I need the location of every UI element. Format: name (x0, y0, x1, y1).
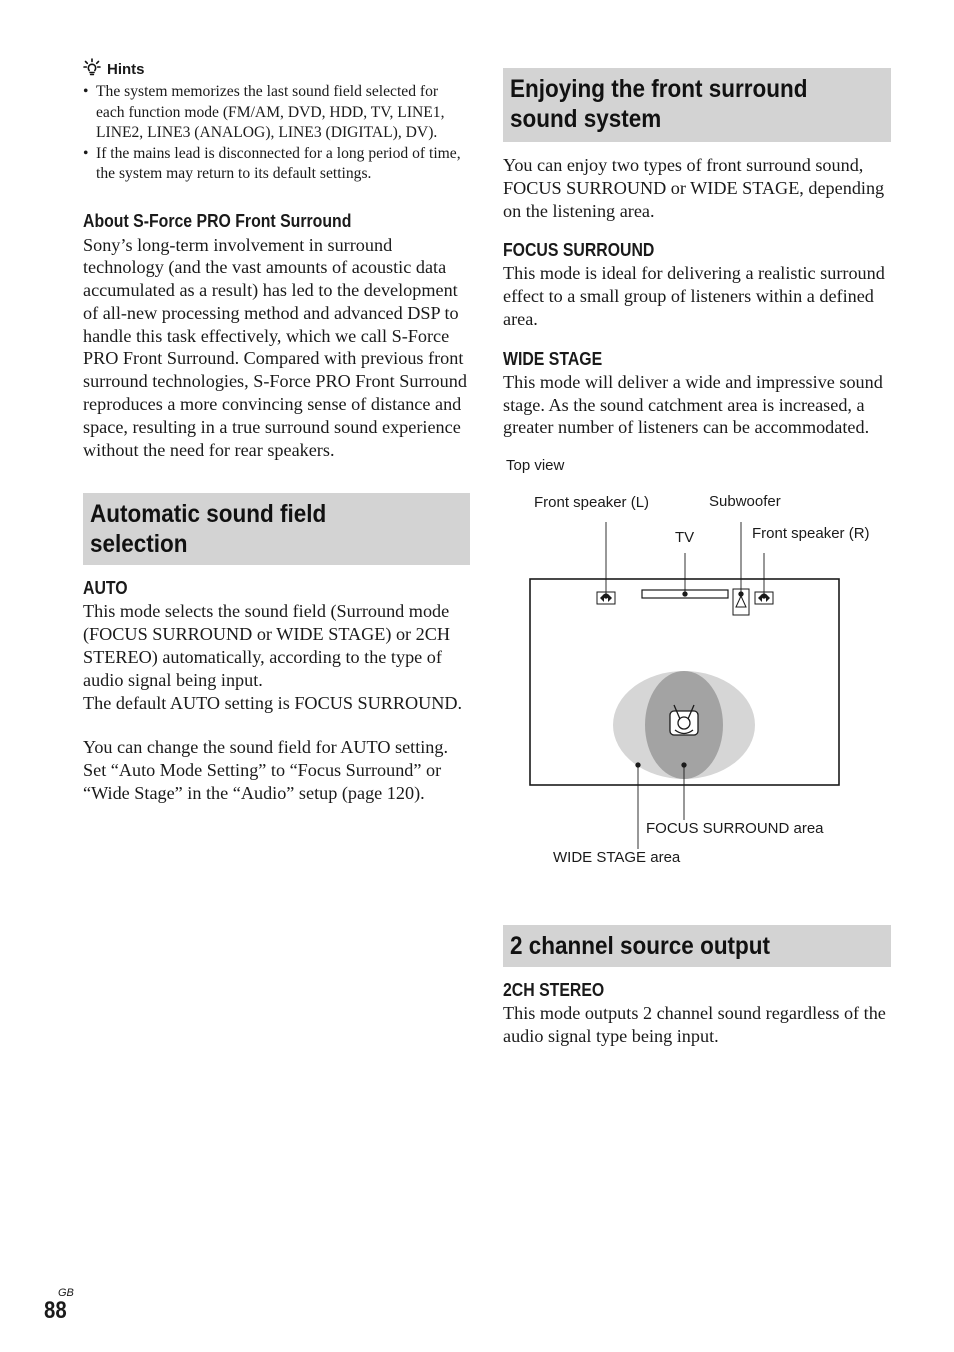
lightbulb-icon (83, 58, 101, 80)
page-number: 88 (44, 1297, 67, 1324)
focus-surround-heading: FOCUS SURROUND (503, 240, 655, 261)
diagram-graphics (503, 455, 891, 875)
auto-subheading: AUTO (83, 578, 128, 599)
wide-stage-area-label: WIDE STAGE area (553, 849, 681, 867)
front-speaker-l-label: Front speaker (L) (534, 494, 650, 512)
auto-para-3: You can change the sound field for AUTO setting. Set “Auto Mode Setting” to “Focus Surround” or “Wide Stage” in the “Audio” setup (page 120). (83, 737, 449, 804)
auto-para-2: The default AUTO setting is FOCUS SURROUND. (83, 692, 463, 713)
sforce-body: Sony’s long-term involvement in surround technology (and the vast amounts of acoustic data accumulated as a result) has led to the development of all-new processing method and advanced DSP to handle this task effectively, which we call S-Force PRO Front Surround. Compared with previous front surround technologies, S-Force PRO Front Surround reproduces a more convincing sense of distance and space, resulting in a true surround sound experience without the need for rear speakers. (83, 234, 467, 460)
focus-surround-area-label: FOCUS SURROUND area (646, 820, 824, 838)
front-surround-intro: You can enjoy two types of front surround sound, FOCUS SURROUND or WIDE STAGE, depending on the listening area. (503, 155, 885, 221)
top-view-diagram (503, 455, 891, 875)
auto-section-title: Automatic sound field selection (83, 493, 470, 565)
wide-stage-body: This mode will deliver a wide and impressive sound stage. As the sound catchment area is increased, a greater number of listeners can be accommodated. (503, 371, 883, 438)
region-code: GB (58, 1287, 74, 1299)
page-footer (44, 1287, 74, 1323)
sforce-heading: About S-Force PRO Front Surround (83, 210, 352, 231)
tv-label: TV (675, 529, 695, 547)
hints-list (83, 82, 470, 185)
hints-label: Hints (107, 60, 145, 78)
front-surround-title: Enjoying the front surround sound system (503, 68, 891, 142)
subwoofer-label: Subwoofer (709, 493, 781, 511)
top-view-label: Top view (506, 457, 565, 475)
hints-header (83, 58, 470, 80)
two-channel-subheading: 2CH STEREO (503, 980, 605, 1001)
focus-surround-body: This mode is ideal for delivering a realistic surround effect to a small group of listeners within a defined area. (503, 263, 885, 329)
hint-item: • The system memorizes the last sound field selected for each function mode (FM/AM, DVD, HDD, TV, LINE1, LINE2, LINE3 (ANALOG), LINE3 (DIGITAL), DV). (83, 82, 470, 144)
auto-para-1: This mode selects the sound field (Surround mode (FOCUS SURROUND or WIDE STAGE) or 2CH STEREO) automatically, according to the type of audio signal being input. (83, 601, 451, 690)
two-channel-body: This mode outputs 2 channel sound regardless of the audio signal type being input. (503, 1003, 886, 1046)
hint-item: • If the mains lead is disconnected for a long period of time, the system may return to its default settings. (83, 144, 470, 185)
front-speaker-r-label: Front speaker (R) (752, 525, 870, 543)
left-column (83, 58, 470, 805)
wide-stage-heading: WIDE STAGE (503, 348, 603, 369)
two-channel-title: 2 channel source output (503, 925, 891, 967)
right-column (503, 68, 891, 1048)
